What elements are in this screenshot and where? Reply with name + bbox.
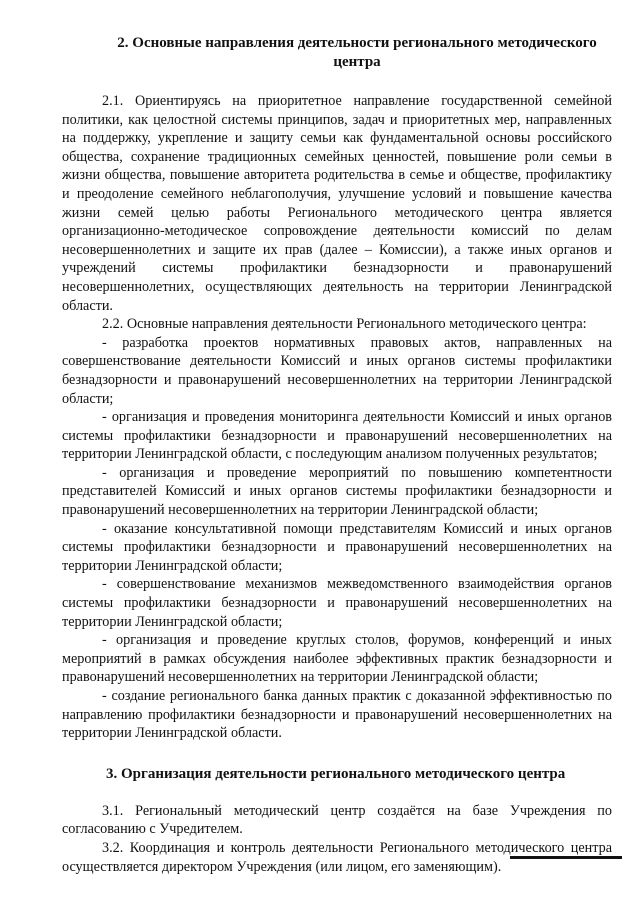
section-2-heading xyxy=(62,34,612,72)
footer-rule xyxy=(510,856,622,859)
list-item: - организация и проведение круглых столов, форумов, конференций и иных мероприятий в рамках обсуждения наиболее эффективных практик безнадзорности и правонарушений несовершеннолетних на территории Ленинградской области; xyxy=(62,632,612,686)
section-3-heading: 3. Организация деятельности регионального методического центра xyxy=(106,765,566,782)
list-item: - оказание консультативной помощи представителям Комиссий и иных органов системы профилактики безнадзорности и правонарушений несовершеннолетних на территории Ленинградской области; xyxy=(62,520,612,574)
section-2-title-line1: 2. Основные направления деятельности регионального методического xyxy=(117,35,597,51)
list-item: - создание регионального банка данных практик с доказанной эффективностью по направлению профилактики безнадзорности и правонарушений несовершеннолетних на территории Ленинградской области. xyxy=(62,688,612,742)
paragraph-2-2: 2.2. Основные направления деятельности Регионального методического центра: xyxy=(102,316,587,333)
paragraph-2-1: 2.1. Ориентируясь на приоритетное направление государственной семейной политики, как целостной системы принципов, задач и приоритетных мер, направленных на поддержку, укрепление и защиту семьи как фундаментальной основы российского общества, сохранение традиционных семейных ценностей, повышение роли семьи в жизни общества, повышение авторитета родительства в семье и обществе, профилактику и преодоление семейного неблагополучия, улучшение условий и повышение качества жизни семей целью работы Регионального методического центра является организационно-методическое сопровождение деятельности комиссий по делам несовершеннолетних и защите их прав (далее – Комиссии), а также иных органов и учреждений системы профилактики безнадзорности и правонарушений несовершеннолетних, осуществляющих деятельность на территории Ленинградской области. xyxy=(62,93,612,314)
section-2-title-line2: центра xyxy=(333,54,381,70)
list-item: - совершенствование механизмов межведомственного взаимодействия органов системы профилактики безнадзорности и правонарушений несовершеннолетних на территории Ленинградской области; xyxy=(62,576,612,630)
paragraph-3-2: 3.2. Координация и контроль деятельности Регионального методического центра осуществляется директором Учреждения (или лицом, его заменяющим). xyxy=(62,839,612,875)
paragraph-3-1: 3.1. Региональный методический центр создаётся на базе Учреждения по согласованию с Учредителем. xyxy=(62,802,612,838)
list-item: - организация и проведение мероприятий по повышению компетентности представителей Комиссий и иных органов системы профилактики безнадзорности и правонарушений несовершеннолетних на территории Ленинградской области; xyxy=(62,464,612,519)
list-item: - организация и проведения мониторинга деятельности Комиссий и иных органов системы профилактики безнадзорности и правонарушений несовершеннолетних на территории Ленинградской области, с последующим анализом полученных результатов; xyxy=(62,409,612,463)
list-item: - разработка проектов нормативных правовых актов, направленных на совершенствование деятельности Комиссий и иных органов системы профилактики безнадзорности и правонарушений несовершеннолетних на территории Ленинградской области; xyxy=(62,334,612,407)
